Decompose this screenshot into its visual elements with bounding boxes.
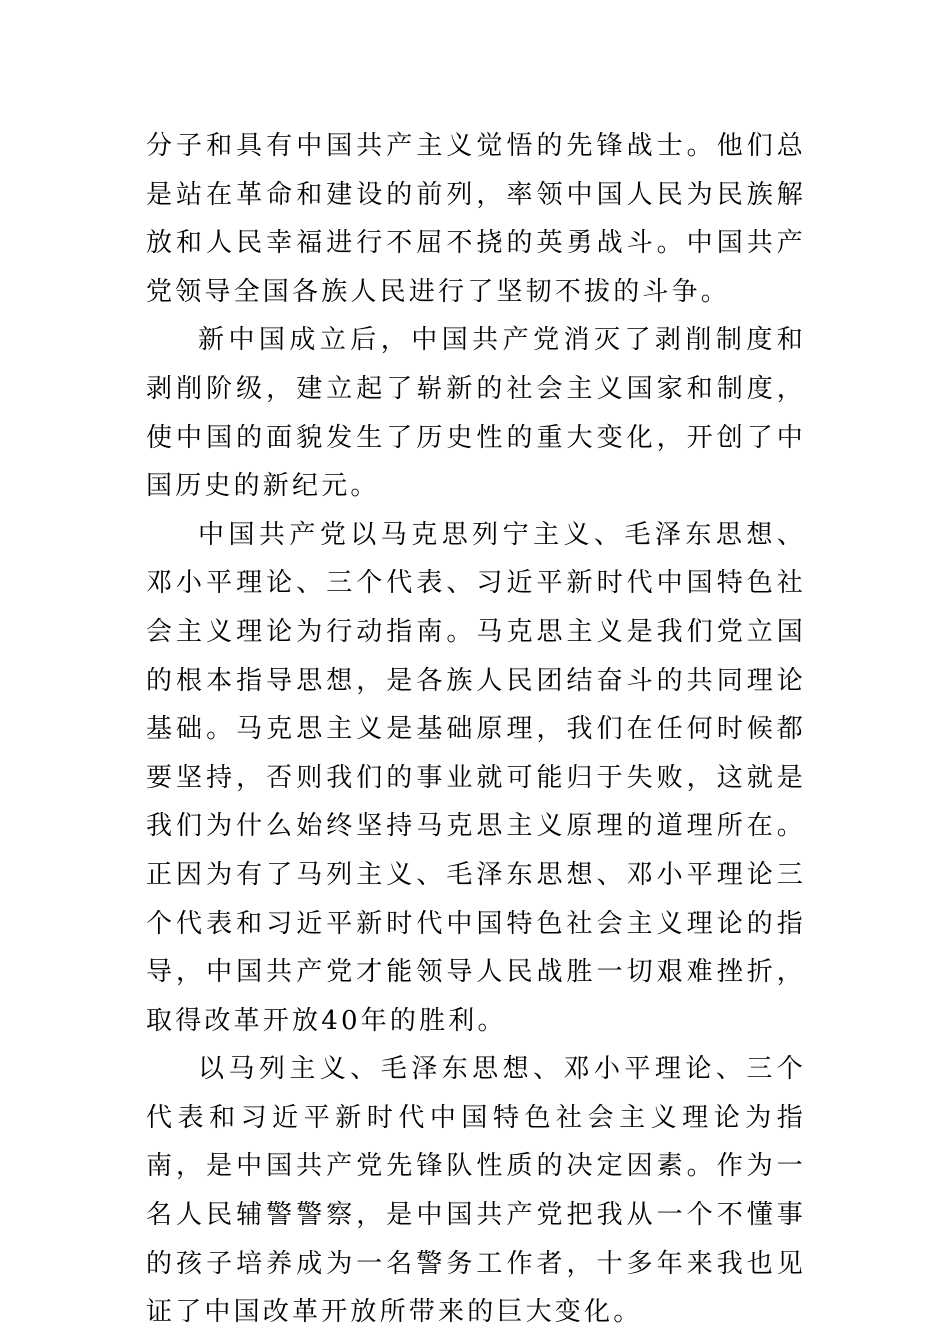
paragraph-3: 中国共产党以马克思列宁主义、毛泽东思想、邓小平理论、三个代表、习近平新时代中国特色社会主义理论为行动指南。马克思主义是我们党立国的根本指导思想，是各族人民团结奋斗的共同理论基础。马克思主义是基础原理，我们在任何时候都要坚持，否则我们的事业就可能归于失败，这就是我们为什么始终坚持马克思主义原理的道理所在。正因为有了马列主义、毛泽东思想、邓小平理论三个代表和习近平新时代中国特色社会主义理论的指导，中国共产党才能领导人民战胜一切艰难挫折，取得改革开放40年的胜利。: [146, 519, 806, 1036]
paragraph-2: 新中国成立后，中国共产党消灭了剥削制度和剥削阶级，建立起了崭新的社会主义国家和制度，使中国的面貌发生了历史性的重大变化，开创了中国历史的新纪元。: [146, 325, 806, 502]
paragraph-1: 分子和具有中国共产主义觉悟的先锋战士。他们总是站在革命和建设的前列，率领中国人民为民族解放和人民幸福进行不屈不挠的英勇战斗。中国共产党领导全国各族人民进行了坚韧不拔的斗争。: [146, 131, 806, 307]
paragraph-4: 以马列主义、毛泽东思想、邓小平理论、三个代表和习近平新时代中国特色社会主义理论为指南，是中国共产党先锋队性质的决定因素。作为一名人民辅警警察，是中国共产党把我从一个不懂事的孩子培养成为一名警务工作者，十多年来我也见证了中国改革开放所带来的巨大变化。: [146, 1054, 806, 1328]
document-body: [146, 122, 806, 1337]
